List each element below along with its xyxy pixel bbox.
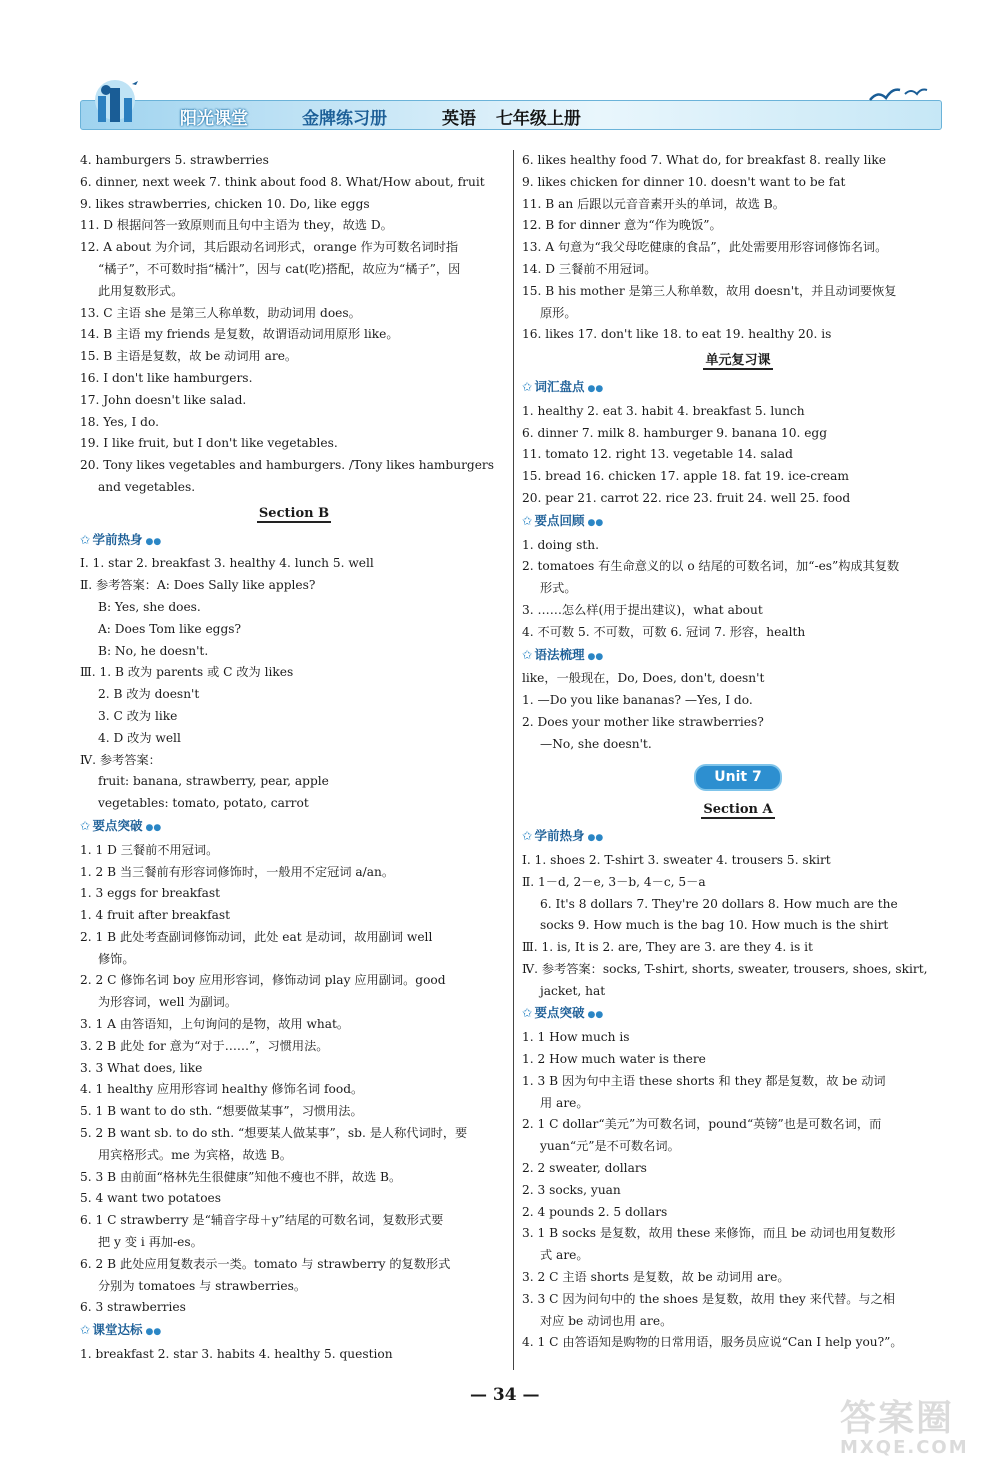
answer-line: Ⅲ. 1. B 改为 parents 或 C 改为 likes [80,665,294,680]
answer-line: Ⅱ. 参考答案：A: Does Sally like apples? [80,578,316,593]
answer-line: like，一般现在，Do, Does, don't, doesn't [522,671,765,686]
castle-logo-icon [70,78,160,130]
answer-line: 3. 1 B socks 是复数，故用 these 来修饰，而且 be 动词也用复数形 [522,1226,896,1241]
answer-line: 1. —Do you like bananas? —Yes, I do. [522,693,753,708]
answer-line: 3. ……怎么样(用于提出建议)，what about [522,602,763,617]
answer-line: 3. 1 A 由答语知，上句询问的是物，故用 what。 [80,1017,350,1032]
answer-line: 15. B his mother 是第三人称单数，故用 doesn't，并且动词要恢复 [522,283,897,298]
answers-block-r2 [522,401,954,510]
answers-block-3 [80,840,508,1320]
answer-line: 为形容词，well 为副词。 [98,995,238,1010]
dots-icon: ●● [145,822,162,833]
answer-line: 1. 2 How much water is there [522,1052,706,1067]
star-icon: ✩ [522,646,533,662]
answer-line: 12. A about 为介词，其后跟动名词形式，orange 作为可数名词时指 [80,240,459,255]
answer-line: 2. 2 C 修饰名词 boy 应用形容词，修饰动词 play 应用副词。good [80,973,446,988]
answer-line: 5. 2 B want sb. to do sth. “想要某人做某事”，sb. 是人称代词时，要 [80,1126,468,1141]
section-heading: Section A [703,802,773,818]
answer-line: 3. 2 C 主语 shorts 是复数，故 be 动词用 are。 [522,1270,790,1285]
answers-block-1 [80,150,508,499]
answer-line: 1. 4 fruit after breakfast [80,908,230,923]
section-heading: Section B [258,505,330,521]
answer-line: 11. tomato 12. right 13. vegetable 14. salad [522,447,793,462]
column-divider [513,150,514,1370]
star-icon: ✩ [80,531,91,547]
star-icon: ✩ [522,1005,533,1021]
star-icon: ✩ [80,1322,91,1338]
answer-line: B: No, he doesn't. [98,643,209,658]
star-icon: ✩ [80,817,91,833]
answer-line: 原形。 [540,305,577,320]
answer-line: 5. 1 B want to do sth. “想要做某事”，习惯用法。 [80,1104,363,1119]
answer-line: 6. 2 B 此处应用复数表示一类。tomato 与 strawberry 的复数形式 [80,1256,451,1271]
answer-line: 19. I like fruit, but I don't like vegetables. [80,436,338,451]
answer-line: 1. 2 B 当三餐前有形容词修饰时，一般用不定冠词 a/an。 [80,864,395,879]
answer-line: 6. It's 8 dollars 7. They're 20 dollars 8. How much are the [540,896,898,911]
answers-block-r1 [522,150,954,346]
dots-icon: ●● [587,383,604,394]
answer-line: jacket, hat [540,983,606,998]
answer-line: fruit: banana, strawberry, pear, apple [98,774,329,789]
subheading: ✩ 语法梳理 ●● [522,646,604,662]
answer-line: 16. I don't like hamburgers. [80,370,253,385]
page-number: — 34 — [470,1385,540,1405]
answer-line: 6. likes healthy food 7. What do, for breakfast 8. really like [522,153,887,167]
subheading: ✩ 课堂达标 ●● [80,1322,162,1338]
answer-line: 2. tomatoes 有生命意义的以 o 结尾的可数名词，加“-es”构成其复数 [522,559,900,574]
dots-icon: ●● [587,833,604,844]
subject-grade: 英语 七年级上册 [442,109,581,129]
watermark [840,1390,990,1470]
watermark-top: 答案圈 [840,1398,955,1439]
answer-line: 修饰。 [98,951,135,966]
right-column [522,150,954,1354]
answer-line: vegetables: tomato, potato, carrot [98,796,309,811]
brand-subtitle: 金牌练习册 [302,109,387,129]
answer-line: 12. B for dinner 意为“作为晚饭”。 [522,218,722,233]
answer-line: Ⅰ. 1. star 2. breakfast 3. healthy 4. lunch 5. well [80,556,374,571]
birds-icon [865,82,935,106]
answer-line: yuan“元”是不可数名词。 [540,1139,680,1154]
answer-line: 2. Does your mother like strawberries? [522,714,764,729]
answer-line: Ⅳ. 参考答案：socks, T-shirt, shorts, sweater, trousers, shoes, skirt, [522,961,928,976]
answer-line: 式 are。 [540,1248,589,1263]
answer-line: 4. hamburgers 5. strawberries [80,153,269,167]
answer-line: 4. 不可数 5. 不可数，可数 6. 冠词 7. 形容，health [522,624,806,639]
brand-title: 阳光课堂 [180,109,248,129]
answer-line: and vegetables. [98,479,196,494]
dots-icon: ●● [587,651,604,662]
answer-line: 5. 3 B 由前面“格林先生很健康”知他不瘦也不胖，故选 B。 [80,1169,402,1184]
answers-block-r6 [522,1027,954,1354]
answer-line: 6. dinner, next week 7. think about food 8. What/How about, fruit [80,174,485,189]
answer-line: 5. 4 want two potatoes [80,1191,221,1206]
answer-line: 13. C 主语 she 是第三人称单数，助动词用 does。 [80,305,361,320]
answer-line: 9. likes chicken for dinner 10. doesn't want to be fat [522,174,846,189]
subheading: ✩ 要点突破 ●● [80,817,162,833]
answer-line: 6. 3 strawberries [80,1300,186,1315]
answer-line: 14. D 三餐前不用冠词。 [522,261,657,276]
answer-line: 2. 1 B 此处考查副词修饰动词，此处 eat 是动词，故用副词 well [80,929,433,944]
answer-line: 用 are。 [540,1095,589,1110]
answers-block-r4 [522,668,954,755]
answer-line: 13. A 句意为“我父母吃健康的食品”，此处需要用形容词修饰名词。 [522,240,888,255]
answers-block-2 [80,553,508,815]
dots-icon: ●● [587,1010,604,1021]
left-column [80,150,508,1366]
answer-line: Ⅳ. 参考答案： [80,752,161,767]
subheading: ✩ 词汇盘点 ●● [522,378,604,394]
answer-line: 16. likes 17. don't like 18. to eat 19. healthy 20. is [522,327,832,342]
answer-line: 用宾格形式。me 为宾格，故选 B。 [98,1147,292,1162]
answer-line: 2. B 改为 doesn't [98,687,200,702]
star-icon: ✩ [522,512,533,528]
answer-line: 1. 3 eggs for breakfast [80,886,221,901]
answer-line: 20. Tony likes vegetables and hamburgers. /Tony likes hamburgers [80,458,495,473]
answer-line: 3. C 改为 like [98,708,178,723]
answer-line: 对应 be 动词也用 are。 [540,1313,673,1328]
answer-line: B: Yes, she does. [98,599,201,614]
answer-line: 6. dinner 7. milk 8. hamburger 9. banana 10. egg [522,425,828,440]
answer-line: 15. bread 16. chicken 17. apple 18. fat 19. ice-cream [522,469,849,484]
subheading: ✩ 学前热身 ●● [522,828,604,844]
answer-line: 4. 1 healthy 应用形容词 healthy 修饰名词 food。 [80,1082,364,1097]
dots-icon: ●● [145,1327,162,1338]
unit-badge: Unit 7 [522,764,954,792]
answer-line: 4. D 改为 well [98,730,181,745]
answer-line: 3. 2 B 此处 for 意为“对于……”，习惯用法。 [80,1038,329,1053]
answer-line: 11. B an 后跟以元音音素开头的单词，故选 B。 [522,196,785,211]
answer-line: 6. 1 C strawberry 是“辅音字母＋y”结尾的可数名词，复数形式要 [80,1213,444,1228]
answer-line: 1. 3 B 因为句中主语 these shorts 和 they 都是复数，故 be 动词 [522,1073,886,1088]
answer-line: 15. B 主语是复数，故 be 动词用 are。 [80,349,298,364]
answer-line: 把 y 变 i 再加-es。 [98,1235,203,1250]
answer-line: 11. D 根据问答一致原则而且句中主语为 they，故选 D。 [80,218,393,233]
answers-block-r5 [522,850,954,1003]
answer-line: 1. healthy 2. eat 3. habit 4. breakfast 5. lunch [522,403,805,418]
answer-line: 9. likes strawberries, chicken 10. Do, like eggs [80,196,370,211]
star-icon: ✩ [522,378,533,394]
watermark-bottom: MXQE.COM [840,1437,969,1458]
answer-line: 2. 2 sweater, dollars [522,1161,647,1176]
answers-block-r3 [522,535,954,644]
answer-line: 3. 3 C 因为问句中的 the shoes 是复数，故用 they 来代替。与之相 [522,1291,895,1306]
answer-line: 18. Yes, I do. [80,414,159,429]
answer-line: “橘子”，不可数时指“橘汁”，因与 cat(吃)搭配，故应为“橘子”，因 [98,261,461,276]
answer-line: A: Does Tom like eggs? [98,621,242,636]
answer-line: 分别为 tomatoes 与 strawberries。 [98,1278,307,1293]
answer-line: 2. 4 pounds 2. 5 dollars [522,1204,668,1219]
section-heading: 单元复习课 [705,353,771,369]
answer-line: 3. 3 What does, like [80,1060,203,1075]
subheading: ✩ 学前热身 ●● [80,531,162,547]
subheading: ✩ 要点突破 ●● [522,1005,604,1021]
answer-line: 此用复数形式。 [98,283,184,298]
answer-line: 2. 1 C dollar“美元”为可数名词，pound“英镑”也是可数名词，而 [522,1117,882,1132]
answer-line: 2. 3 socks, yuan [522,1182,621,1197]
answer-line: Ⅰ. 1. shoes 2. T-shirt 3. sweater 4. trousers 5. skirt [522,852,831,867]
answer-line: 20. pear 21. carrot 22. rice 23. fruit 24. well 25. food [522,490,851,505]
page-header [70,78,945,134]
star-icon: ✩ [522,828,533,844]
subheading: ✩ 要点回顾 ●● [522,512,604,528]
answer-line: 14. B 主语 my friends 是复数，故谓语动词用原形 like。 [80,327,399,342]
dots-icon: ●● [587,517,604,528]
answer-line: socks 9. How much is the bag 10. How much is the shirt [540,918,889,933]
answer-line: 1. breakfast 2. star 3. habits 4. healthy 5. question [80,1347,393,1362]
answer-line: 1. 1 D 三餐前不用冠词。 [80,842,219,857]
answer-line: 4. 1 C 由答语知是购物的日常用语，服务员应说“Can I help you?”。 [522,1335,903,1350]
answer-line: 1. 1 How much is [522,1030,630,1045]
answer-line: Ⅱ. 1－d, 2－e, 3－b, 4－c, 5－a [522,874,706,889]
answer-line: 1. doing sth. [522,537,599,552]
answer-line: Ⅲ. 1. is, It is 2. are, They are 3. are they 4. is it [522,940,813,955]
answer-line: 形式。 [540,581,577,596]
dots-icon: ●● [145,536,162,547]
answer-line: —No, she doesn't. [540,736,652,751]
answer-line: 17. John doesn't like salad. [80,392,247,407]
